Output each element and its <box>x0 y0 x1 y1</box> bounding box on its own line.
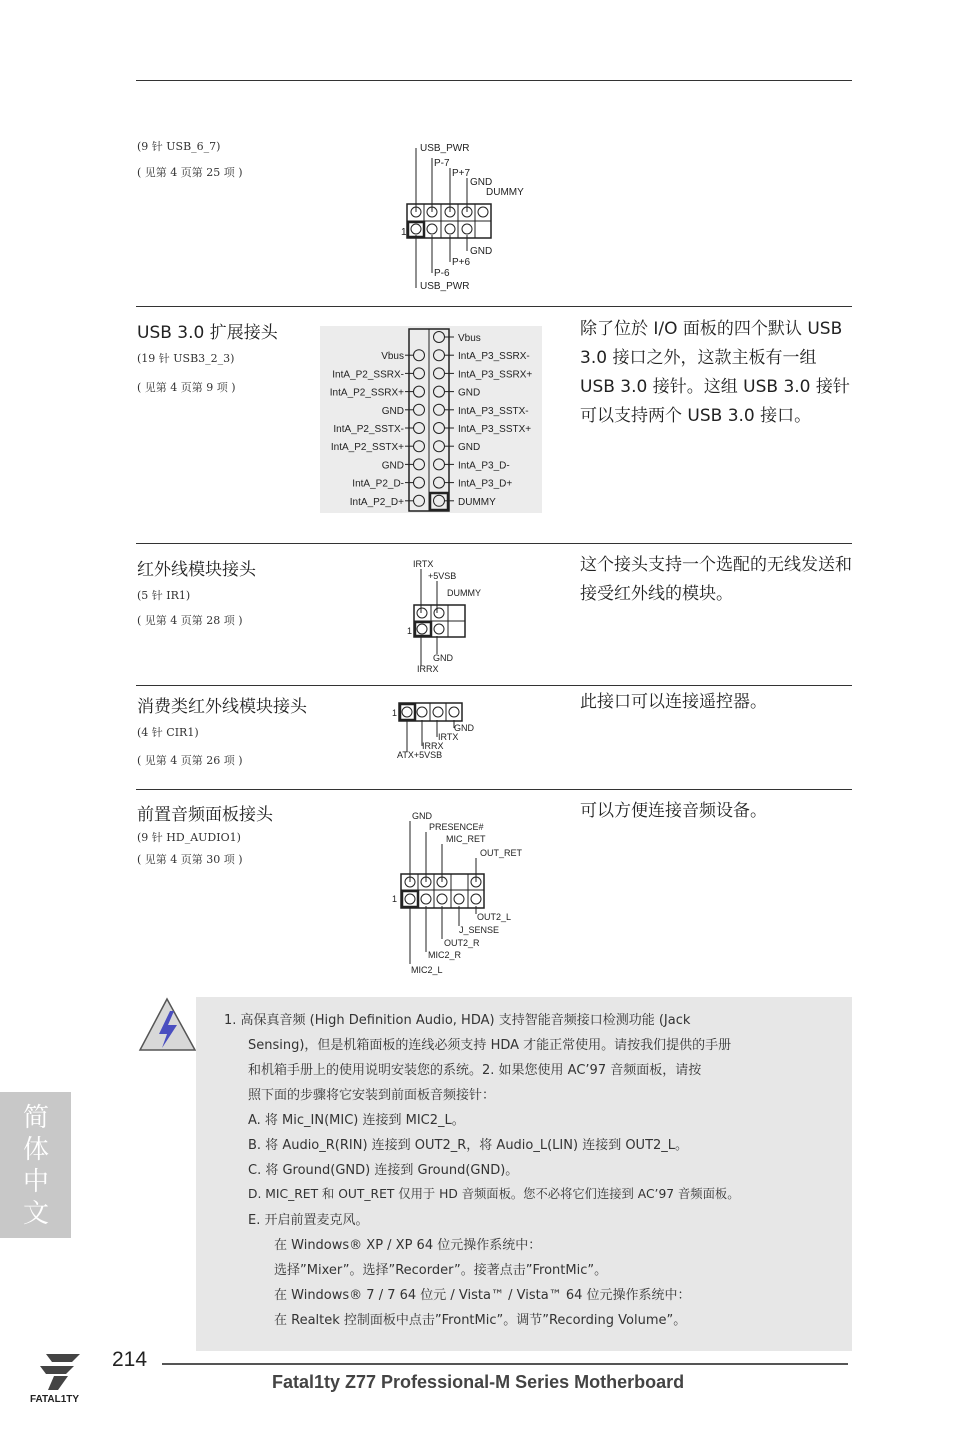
usb2-pin1: 1 <box>401 227 407 238</box>
usb3-diagram <box>320 326 542 513</box>
side-tab-label: 简体中文 <box>22 1103 49 1229</box>
usb3-left-label: IntA_P2_D- <box>352 478 404 490</box>
audio-label-j-sense: J_SENSE <box>459 925 500 935</box>
ir-label-gnd: GND <box>433 653 453 663</box>
note-line: Sensing)，但是机箱面板的连线必须支持 HDA 才能正常使用。请按我们提供的手册 <box>248 1038 732 1053</box>
audio-label-mic2-r: MIC2_R <box>428 950 462 960</box>
usb2-label-usbpwr-bot: USB_PWR <box>420 281 470 292</box>
audio-label-presence: PRESENCE# <box>429 822 484 832</box>
usb2-label-gnd-bot: GND <box>470 246 493 257</box>
usb3-left-label: IntA_P2_D+ <box>349 496 404 508</box>
cir-label-irrx: IRRX <box>422 741 444 751</box>
note-line: E. 开启前置麦克风。 <box>248 1213 369 1228</box>
note-line: 在 Windows® 7 / 7 64 位元 / Vista™ / Vista™ 64 位元操作系统中： <box>274 1288 691 1303</box>
note-box <box>196 997 852 1351</box>
usb3-right-label: IntA_P3_SSTX- <box>458 405 529 417</box>
usb3-right-label: GND <box>458 387 481 399</box>
fatal1ty-logo-icon <box>28 1348 108 1406</box>
page-number: 214 <box>112 1348 148 1371</box>
audio-label-gnd: GND <box>412 811 432 821</box>
note-line: A. 将 Mic_IN(MIC) 连接到 MIC2_L。 <box>248 1113 465 1128</box>
usb2-pins: (9 针 USB_6_7) <box>137 140 221 153</box>
usb3-right-label: IntA_P3_SSRX- <box>458 351 530 363</box>
audio-label-out2-r: OUT2_R <box>444 938 480 948</box>
ir-diagram <box>405 556 505 676</box>
audio-label-out-ret: OUT_RET <box>480 848 523 858</box>
cir-pin1: 1 <box>392 708 398 718</box>
divider <box>136 789 852 790</box>
usb3-pins: (19 针 USB3_2_3) <box>137 352 235 365</box>
note-line: 1. 高保真音频 (High Definition Audio, HDA) 支持智能音频接口检测功能 (Jack <box>224 1013 691 1028</box>
cir-ref: ( 见第 4 页第 26 项 ) <box>137 754 243 767</box>
audio-label-mic-ret: MIC_RET <box>446 834 486 844</box>
cir-pins: (4 针 CIR1) <box>137 726 199 739</box>
usb3-left-label: IntA_P2_SSTX+ <box>330 442 404 454</box>
audio-label-out2-l: OUT2_L <box>477 912 512 922</box>
usb3-right-label: IntA_P3_SSRX+ <box>458 369 533 381</box>
audio-title: 前置音频面板接头 <box>137 805 273 825</box>
warning-icon <box>137 996 199 1054</box>
usb2-label-p7: P-7 <box>434 158 450 169</box>
note-line: 选择”Mixer”。选择”Recorder”。接著点击”FrontMic”。 <box>274 1263 608 1278</box>
usb3-left-label: GND <box>381 460 404 472</box>
usb2-label-p7plus: P+7 <box>452 168 471 179</box>
usb3-right-label: IntA_P3_D- <box>458 460 510 472</box>
cir-label-irtx: IRTX <box>438 732 459 742</box>
cir-label-atx: ATX+5VSB <box>397 750 443 760</box>
note-line: B. 将 Audio_R(RIN) 连接到 OUT2_R，将 Audio_L(LIN) 连接到 OUT2_L。 <box>248 1138 689 1153</box>
usb3-right-label: IntA_P3_SSTX+ <box>458 424 532 435</box>
divider <box>136 306 852 307</box>
footer-title: Fatal1ty Z77 Professional-M Series Motherboard <box>272 1372 685 1392</box>
svg-text:FATAL1TY: FATAL1TY <box>30 1394 80 1405</box>
ir-description: 这个接头支持一个选配的无线发送和接受红外线的模块。 <box>580 555 852 604</box>
ir-pin1: 1 <box>407 626 413 636</box>
cir-label-gnd: GND <box>454 723 474 733</box>
usb3-title: USB 3.0 扩展接头 <box>137 323 278 343</box>
usb3-right-label: GND <box>458 442 481 454</box>
ir-pins: (5 针 IR1) <box>137 589 191 602</box>
ir-ref: ( 见第 4 页第 28 项 ) <box>137 614 243 627</box>
usb2-label-dummy: DUMMY <box>486 187 524 198</box>
usb2-diagram <box>395 140 535 295</box>
usb3-right-label: IntA_P3_D+ <box>458 478 513 490</box>
note-line: C. 将 Ground(GND) 连接到 Ground(GND)。 <box>248 1163 519 1178</box>
cir-description: 此接口可以连接遥控器。 <box>580 692 767 712</box>
usb2-label-gnd-top: GND <box>470 177 493 188</box>
top-rule <box>136 80 852 81</box>
usb3-ref: ( 见第 4 页第 9 项 ) <box>137 381 236 394</box>
divider <box>136 543 852 544</box>
footer-rule <box>162 1363 848 1365</box>
ir-title: 红外线模块接头 <box>137 560 256 580</box>
ir-label-irtx: IRTX <box>413 559 434 569</box>
audio-pins: (9 针 HD_AUDIO1) <box>137 831 241 844</box>
usb3-left-label: Vbus <box>381 351 404 363</box>
ir-label-dummy: DUMMY <box>447 588 481 598</box>
note-line: D. MIC_RET 和 OUT_RET 仅用于 HD 音频面板。您不必将它们连接到 AC’97 音频面板。 <box>248 1187 740 1201</box>
usb2-ref: ( 见第 4 页第 25 项 ) <box>137 166 243 179</box>
audio-ref: ( 见第 4 页第 30 项 ) <box>137 853 243 866</box>
cir-diagram <box>390 700 490 762</box>
note-line: 在 Realtek 控制面板中点击”FrontMic”。调节”Recording Volume”。 <box>274 1313 687 1328</box>
note-line: 和机箱手册上的使用说明安装您的系统。2. 如果您使用 AC’97 音频面板，请按 <box>248 1063 702 1078</box>
note-line: 照下面的步骤将它安装到前面板音频接针： <box>248 1088 496 1103</box>
audio-pin1: 1 <box>392 894 398 904</box>
cir-title: 消费类红外线模块接头 <box>137 697 307 717</box>
usb3-left-label: IntA_P2_SSRX+ <box>329 387 404 399</box>
usb2-label-p6plus: P+6 <box>452 257 471 268</box>
ir-label-vsb: +5VSB <box>428 571 457 581</box>
usb2-label-usbpwr-top: USB_PWR <box>420 143 470 154</box>
audio-diagram <box>390 806 530 978</box>
language-side-tab <box>0 1092 71 1238</box>
usb3-right-label: DUMMY <box>458 496 496 508</box>
note-line: 在 Windows® XP / XP 64 位元操作系统中： <box>274 1238 542 1253</box>
usb3-right-label: Vbus <box>458 333 481 344</box>
audio-label-mic2-l: MIC2_L <box>411 965 443 975</box>
usb3-left-label: IntA_P2_SSRX- <box>332 369 404 381</box>
ir-label-irrx: IRRX <box>417 664 439 674</box>
usb3-left-label: IntA_P2_SSTX- <box>333 424 404 435</box>
usb3-description: 除了位於 I/O 面板的四个默认 USB 3.0 接口之外，这款主板有一组 USB 3.0 接针。这组 USB 3.0 接针可以支持两个 USB 3.0 接口。 <box>580 319 850 426</box>
divider <box>136 685 852 686</box>
audio-description: 可以方便连接音频设备。 <box>580 801 767 821</box>
usb2-label-p6: P-6 <box>434 268 450 279</box>
usb3-left-label: GND <box>381 405 404 417</box>
